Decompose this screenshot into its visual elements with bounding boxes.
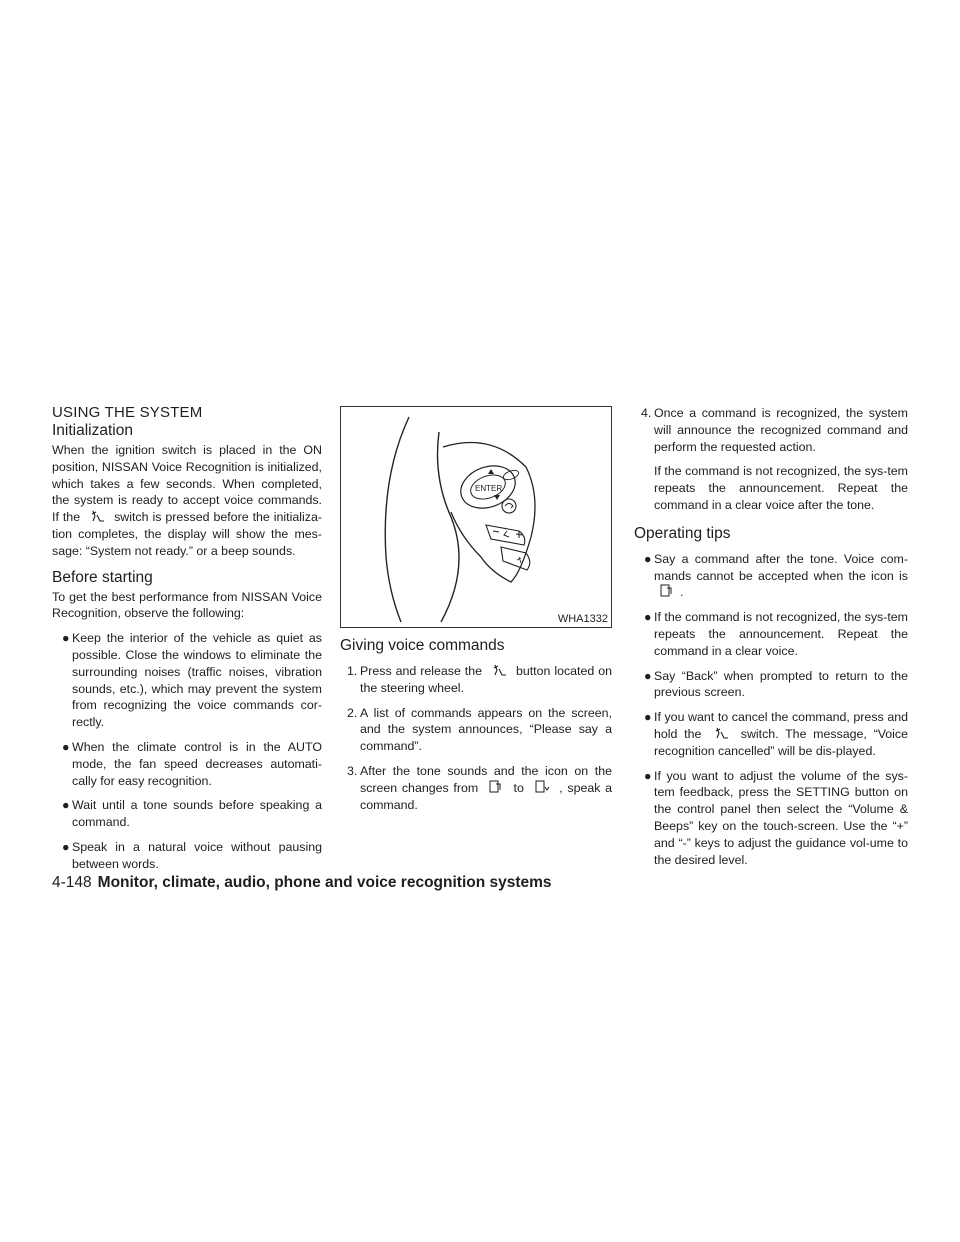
initialization-heading: Initialization [52, 422, 133, 439]
column-left [52, 405, 322, 873]
step-text: After the tone sounds and the icon on the screen changes from [360, 763, 612, 795]
before-starting-list [52, 630, 322, 872]
bullet-icon: ● [62, 839, 70, 854]
step-text: to [513, 780, 524, 795]
list-item [634, 405, 908, 514]
bullet-text: Speak in a natural voice without pausing between words. [72, 839, 322, 871]
list-item [634, 709, 908, 759]
column-right [634, 405, 908, 868]
step-text: , speak a command. [360, 780, 613, 812]
bullet-icon: ● [644, 668, 652, 683]
operating-tips-heading: Operating tips [634, 524, 731, 542]
tip-text: . [680, 585, 684, 600]
bullet-text: When the climate control is in the AUTO mode, the fan speed decreases automati-cally for easy recognition. [72, 739, 322, 788]
column-middle [340, 636, 612, 813]
before-starting-intro: To get the best performance from NISSAN Voice Recognition, observe the following: [52, 589, 322, 621]
command-steps-list [340, 663, 612, 813]
tip-text: If you want to adjust the volume of the sys-tem feedback, press the SETTING button on the control panel then select the “Volume & Beeps” key on the touch-screen. Use the “+” and “-” keys to adjust the guidance vol-ume to the desired level. [654, 768, 908, 867]
figure-label: WHA1332 [557, 613, 608, 625]
list-item [52, 839, 322, 873]
speaker-icon [483, 780, 509, 794]
step-note: If the command is not recognized, the sys-tem repeats the announcement. Repeat the command in a clear voice after the tone. [654, 464, 908, 512]
tip-text: switch. The message, “Voice recognition cancelled” will be dis-played. [654, 726, 909, 758]
bullet-icon: ● [644, 710, 652, 725]
tip-text: Say “Back” when prompted to return to the previous screen. [654, 668, 908, 700]
listening-icon [529, 780, 555, 794]
step-text: button located on the steering wheel. [360, 664, 613, 695]
bullet-text: Keep the interior of the vehicle as quiet as possible. Close the windows to eliminate the surrounding noises (traffic noises, vibration sounds, etc.), which may prevent the system from recognizing the voice commands cor-rectly. [72, 631, 322, 730]
giving-commands-heading: Giving voice commands [340, 637, 505, 654]
step-text: Press and release the [360, 664, 483, 678]
bullet-icon: ● [62, 739, 70, 754]
bullet-icon: ● [62, 798, 70, 813]
enter-label: ENTER [475, 484, 503, 493]
step-number: 1. [347, 664, 358, 678]
tip-text: If you want to cancel the command, press and hold the [654, 710, 908, 741]
initialization-paragraph [52, 442, 322, 560]
list-item [52, 739, 322, 789]
operating-tips-list [634, 551, 908, 869]
section-name: Monitor, climate, audio, phone and voice recognition systems [97, 874, 552, 891]
talk-switch-icon [486, 663, 512, 677]
tip-text: Say a command after the tone. Voice com-mands cannot be accepted when the icon is [654, 551, 908, 583]
bullet-icon: ● [644, 610, 652, 625]
command-steps-continued [634, 405, 908, 514]
list-item [634, 768, 908, 869]
section-title: USING THE SYSTEM [52, 404, 203, 421]
step-text: A list of commands appears on the screen, and the system announces, “Please say a command”. [360, 705, 612, 754]
list-item [52, 797, 322, 831]
bullet-text: Wait until a tone sounds before speaking a command. [72, 798, 322, 830]
step-number: 3. [347, 763, 358, 778]
talk-switch-icon [708, 726, 734, 740]
tip-text: If the command is not recognized, the sys-tem repeats the announcement. Repeat the command in a clear voice. [654, 610, 908, 658]
list-item [52, 630, 322, 731]
step-number: 4. [641, 406, 652, 420]
initialization-text-b: switch is pressed before the initializa-tion completes, the display will show the mes-sage: “System not ready.” or a beep sounds. [52, 510, 322, 558]
list-item [634, 609, 908, 659]
step-text: Once a command is recognized, the system will announce the recognized command and perform the requested action. [654, 406, 908, 454]
before-starting-heading: Before starting [52, 568, 153, 586]
list-item [634, 551, 908, 601]
bullet-icon: ● [62, 631, 70, 646]
page-number: 4-148 [52, 874, 92, 891]
speaker-icon [654, 584, 680, 598]
list-item [340, 663, 612, 697]
list-item [340, 763, 612, 813]
bullet-icon: ● [644, 768, 652, 783]
list-item [634, 668, 908, 702]
initialization-text-a: When the ignition switch is placed in the ON position, NISSAN Voice Recognition is initialized, which takes a few seconds. When completed, the system is ready to accept voice commands. If the [52, 443, 322, 525]
page-footer [52, 874, 552, 892]
bullet-icon: ● [644, 551, 652, 566]
steering-wheel-illustration [341, 407, 611, 627]
list-item [340, 705, 612, 755]
step-number: 2. [347, 705, 358, 720]
steering-wheel-figure [340, 406, 612, 628]
talk-switch-icon [84, 509, 110, 523]
